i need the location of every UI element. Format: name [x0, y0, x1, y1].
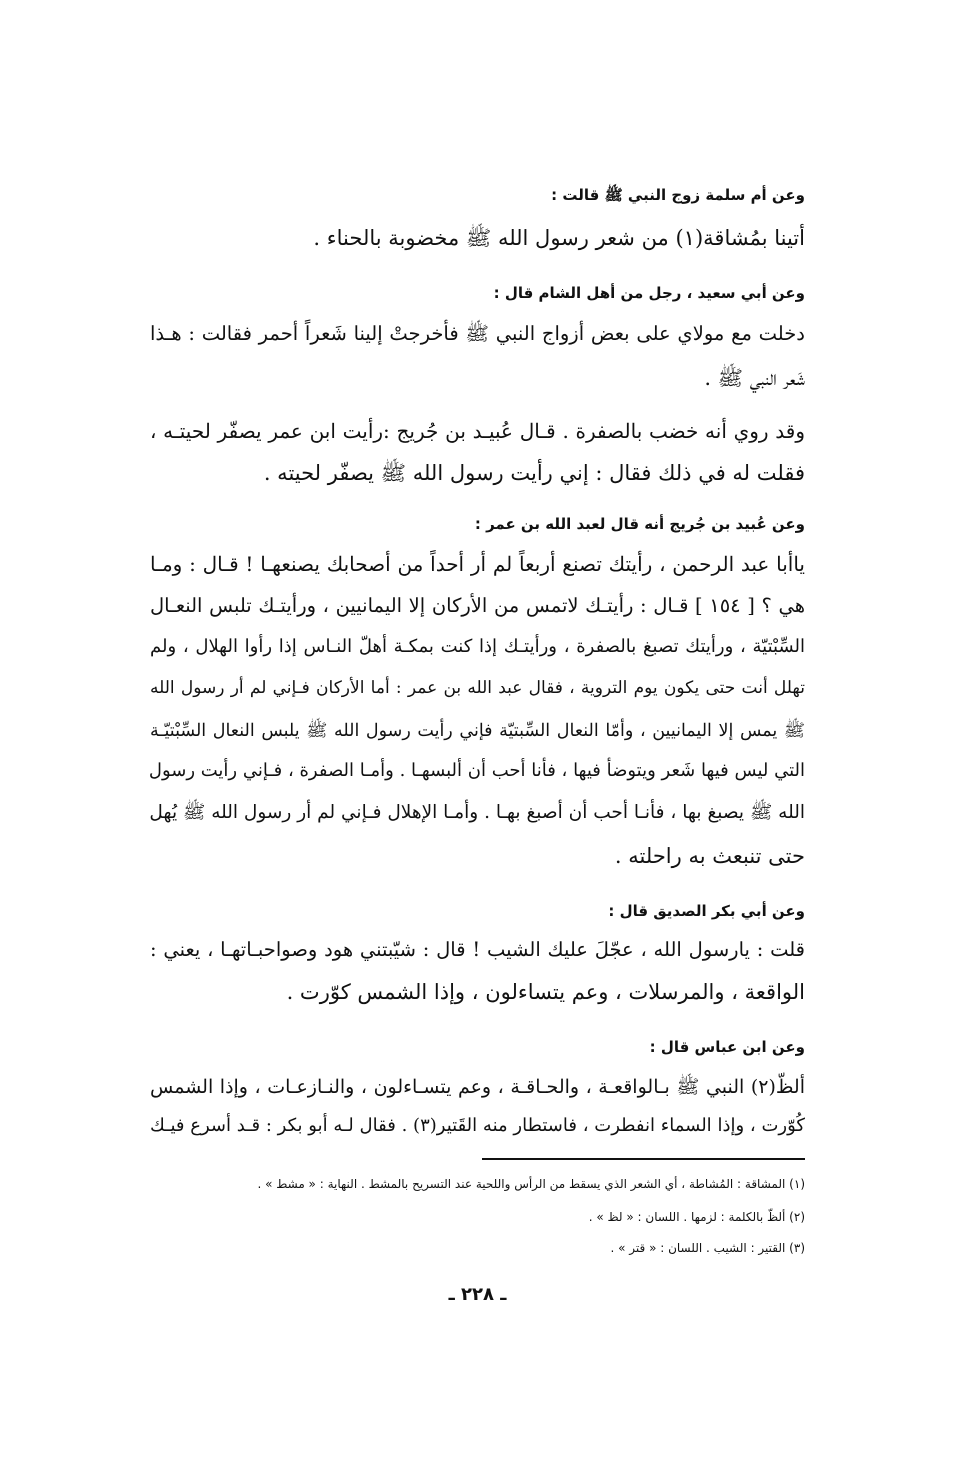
section-6-line-2: كُوّرت ، وإذا السماء انفطرت ، فاستطار منه القَتير(٣) . فقال لـه أبو بكر : قـد أسرع فيـك	[150, 1115, 805, 1136]
section-2-line-1: دخلت مع مولاي على بعض أزواج النبي ﷺ فأخرجتْ إلينا شَعراً أحمر فقالت : هـذا	[150, 322, 805, 345]
section-1-line-1: أتينا بمُشاقة(١) من شعر رسول الله ﷺ مخضوبة بالحناء .	[313, 226, 805, 250]
section-1-header: وعن أم سلمة زوج النبي ﷺ قالت :	[551, 186, 805, 204]
section-4-header: وعن عُبيد بن جُريج أنه قال لعبد الله بن عمر :	[474, 515, 805, 533]
footnote-3: (٣) القتير : الشيب . اللسان : « قتر » .	[610, 1241, 805, 1255]
footnote-2: (٢) ألظّ بالكلمة : لزمها . اللسان : « لظ » .	[588, 1210, 805, 1224]
section-4-line-6: التي ليس فيها شَعر ويتوضأ فيها ، فأنا أحب أن ألبسهـا . وأمـا الصفرة ، فـإني رأيت رسول	[148, 760, 805, 781]
section-4-line-1: ياأبا عبد الرحمن ، رأيتك تصنع أربعاً لم أر أحداً من أصحابك يصنعهـا ! قـال : ومـا	[150, 552, 805, 576]
section-3-line-2: فقلت له في ذلك فقال : إني رأيت رسول الله ﷺ يصفّر لحيته .	[263, 461, 805, 485]
section-4-line-7: الله ﷺ يصبغ بها ، فأنـا أحب أن أصبغ بهـا . وأمـا الإهلال فـإني لم أر رسول الله ﷺ يُهل	[149, 802, 805, 823]
section-6-header: وعن ابن عباس قال :	[649, 1038, 805, 1056]
section-5-line-1: قلت : يارسول الله ، عجّلَ عليك الشيب ! قال : شيّبتني هود وصواحبـاتهـا ، يعني :	[150, 938, 805, 961]
section-4-line-4: تهلل أنت حتى يكون يوم التروية ، فقال عبد الله بن عمر : أما الأركان فـإني لم أر رسول الله	[150, 678, 805, 698]
section-4-line-3: السِّبْتيّة ، ورأيتك تصبغ بالصفرة ، ورأيتـك إذا كنت بمكـة أهلّ النـاس إذا رأوا الهلال ، ولم	[150, 636, 805, 657]
section-2-line-2: شَعر النبي ﷺ .	[704, 366, 805, 390]
section-4-line-8: حتى تنبعث به راحلته .	[614, 844, 805, 868]
section-2-header: وعن أبي سعيد ، رجل من أهل الشام قال :	[493, 284, 805, 302]
section-4-line-5: ﷺ يمس إلا اليمانيين ، وأمّا النعال السِّبتيّة فإني رأيت رسول الله ﷺ يلبس النعال السِّبْتيّـة	[150, 721, 805, 741]
section-4-line-2: هي ؟ [ ١٥٤ ] قـال : رأيتـك لاتمس من الأركان إلا اليمانيين ، ورأيتـك تلبس النعـال	[150, 594, 805, 617]
section-6-line-1: ألظّ(٢) النبي ﷺ بـالواقعـة ، والحـاقـة ، وعم يتسـاءلون ، والنـازعـات ، وإذا الشمس	[150, 1076, 805, 1098]
section-5-header: وعن أبي بكر الصديق قال :	[608, 902, 805, 920]
footnote-1: (١) المشاقة : المُشاطة ، أي الشعر الذي يسقط من الرأس واللحية عند التسريح بالمشط . النهاية : « مشط » .	[257, 1177, 805, 1191]
footnote-divider	[482, 1158, 805, 1160]
page-number: ـ ٢٢٨ ـ	[448, 1284, 507, 1305]
section-5-line-2: الواقعة ، والمرسلات ، وعم يتساءلون ، وإذا الشمس كوّرت .	[286, 980, 805, 1004]
section-3-line-1: وقد روي أنه خضب بالصفرة . قـال عُبيـد بن جُريج :رأيت ابن عمر يصفّر لحيتـه ،	[150, 419, 805, 443]
